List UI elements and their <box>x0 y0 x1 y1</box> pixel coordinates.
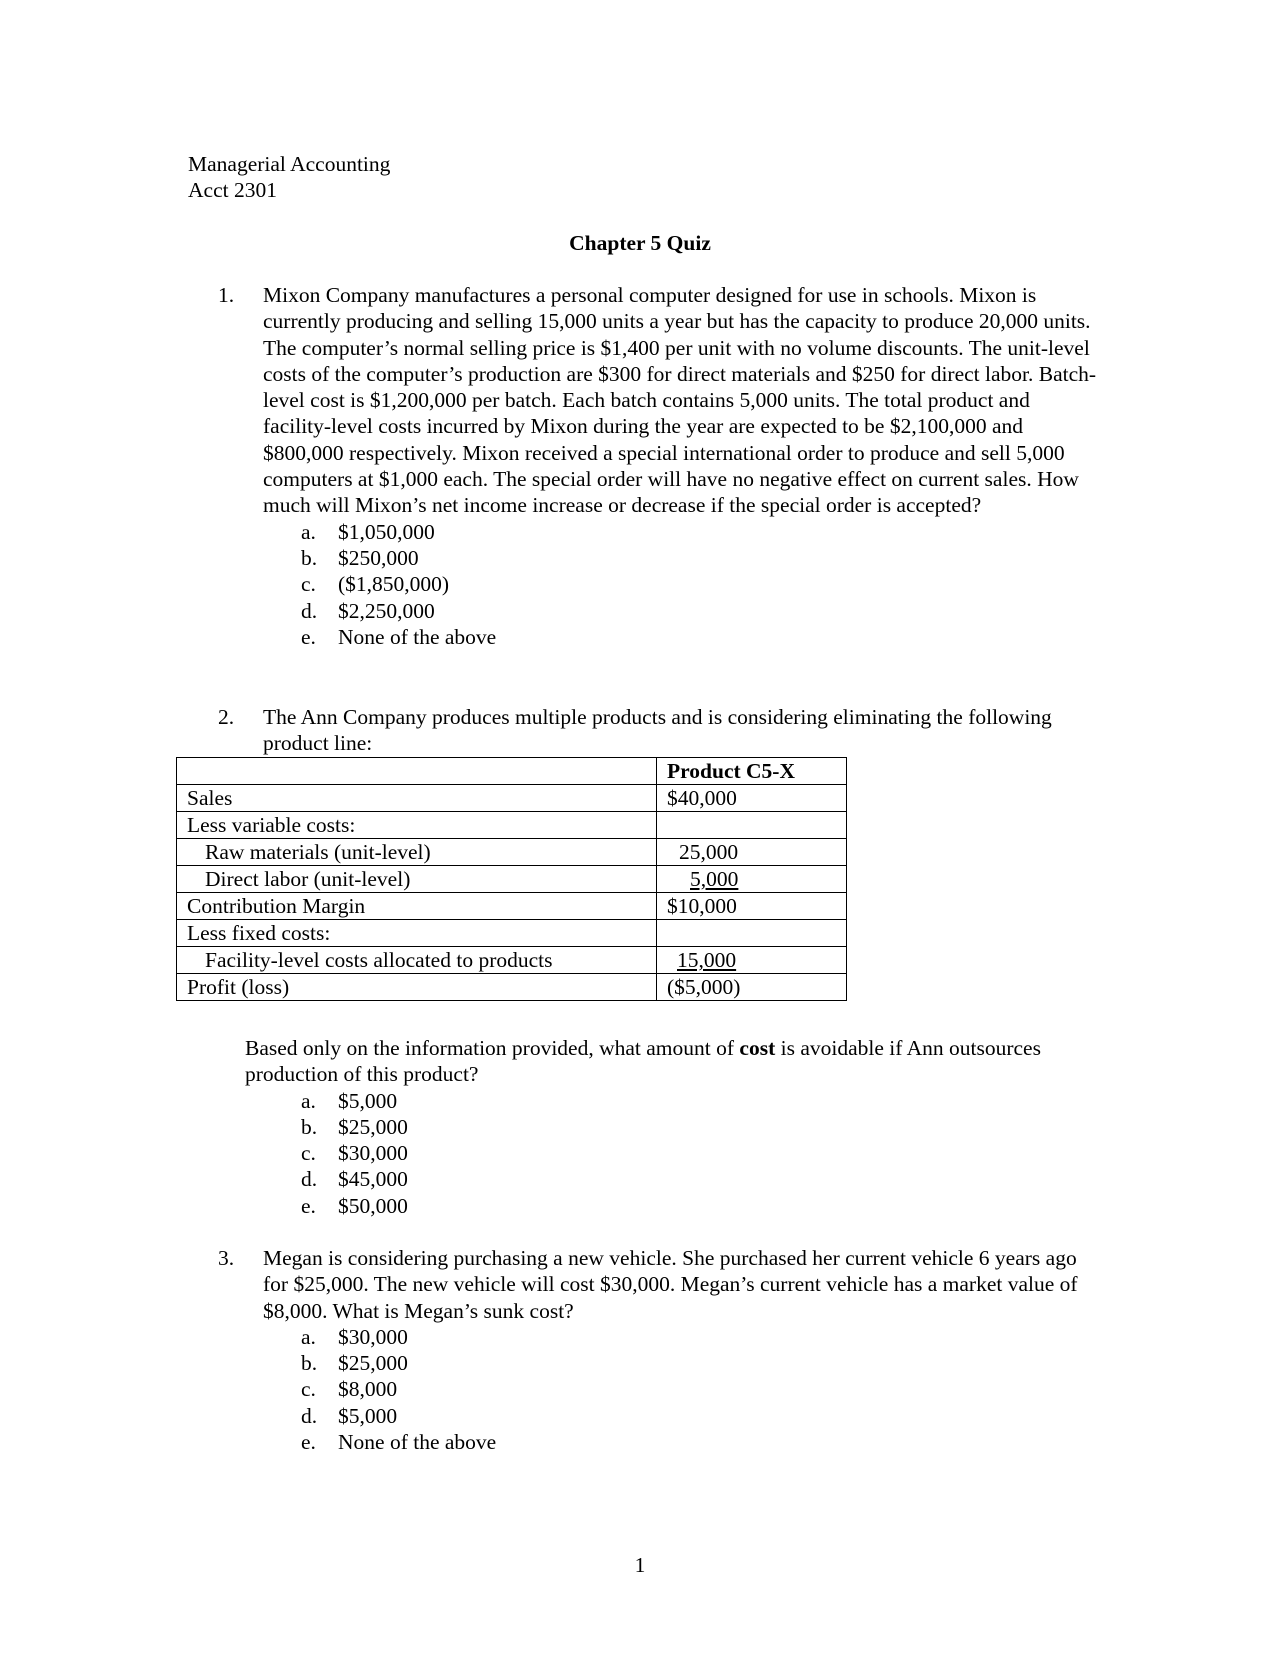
option-text: $5,000 <box>338 1403 398 1428</box>
row-label: Less variable costs: <box>177 812 657 839</box>
option-b <box>218 1350 1098 1376</box>
answer-options <box>245 1088 1065 1219</box>
row-value <box>657 920 847 947</box>
question-3 <box>218 1245 1098 1455</box>
option-letter: c. <box>301 1377 316 1402</box>
row-value: 15,000 <box>677 948 737 972</box>
question-stem: Megan is considering purchasing a new vehicle. She purchased her current vehicle 6 years ago for $25,000. The new vehicle will cost $30,000. Megan’s current vehicle has a market value of $8,000. What is Megan’s sunk cost? <box>263 1246 1078 1323</box>
table-row <box>177 812 847 839</box>
option-text: $2,250,000 <box>338 598 435 623</box>
option-e <box>218 624 1098 650</box>
option-text: $250,000 <box>338 545 419 570</box>
prompt-text: Based only on the information provided, what amount of <box>245 1036 740 1060</box>
table-row <box>177 893 847 920</box>
product-column-header: Product C5-X <box>657 758 847 785</box>
row-value <box>657 812 847 839</box>
option-text: $45,000 <box>338 1167 408 1192</box>
table-row <box>177 839 847 866</box>
option-letter: a. <box>301 1088 316 1113</box>
option-e <box>245 1193 1065 1219</box>
table-row <box>177 785 847 812</box>
option-letter: d. <box>301 598 318 623</box>
course-name: Managerial Accounting <box>188 152 391 176</box>
option-d <box>218 1403 1098 1429</box>
question-prompt <box>245 1035 1065 1088</box>
option-letter: a. <box>301 1324 316 1349</box>
option-text: $25,000 <box>338 1114 408 1139</box>
option-letter: e. <box>301 1430 316 1455</box>
product-line-table <box>176 757 847 1001</box>
question-stem: The Ann Company produces multiple products and is considering eliminating the following product line: <box>263 705 1052 756</box>
option-b <box>218 545 1098 571</box>
option-text: $50,000 <box>338 1193 408 1218</box>
option-letter: b. <box>301 1114 318 1139</box>
option-text: $30,000 <box>338 1141 408 1166</box>
option-a <box>218 1324 1098 1350</box>
table-row <box>177 974 847 1001</box>
option-c <box>218 571 1098 597</box>
row-value: 25,000 <box>657 839 847 866</box>
row-value: 5,000 <box>690 867 739 891</box>
row-value: $10,000 <box>657 893 847 920</box>
option-text: ($1,850,000) <box>338 572 450 597</box>
option-letter: c. <box>301 572 316 597</box>
option-c <box>218 1376 1098 1402</box>
question-2-prompt-block <box>245 1035 1065 1219</box>
option-letter: e. <box>301 624 316 649</box>
row-value: $40,000 <box>657 785 847 812</box>
course-code: Acct 2301 <box>188 178 277 203</box>
table-cell <box>177 758 657 785</box>
table-row <box>177 920 847 947</box>
answer-options <box>218 1324 1098 1455</box>
row-label: Direct labor (unit-level) <box>177 866 657 893</box>
question-1 <box>218 282 1098 650</box>
row-value-cell <box>657 866 847 893</box>
question-2 <box>218 704 1098 757</box>
option-d <box>218 598 1098 624</box>
option-text: $30,000 <box>338 1324 408 1349</box>
row-label: Less fixed costs: <box>177 920 657 947</box>
option-letter: c. <box>301 1141 316 1166</box>
row-label: Sales <box>177 785 657 812</box>
table-row <box>177 947 847 974</box>
row-label: Raw materials (unit-level) <box>177 839 657 866</box>
option-text: None of the above <box>338 624 497 649</box>
prompt-emphasis: cost <box>739 1036 776 1060</box>
option-d <box>245 1166 1065 1192</box>
row-label: Profit (loss) <box>177 974 657 1001</box>
option-letter: b. <box>301 1351 318 1376</box>
table-row <box>177 866 847 893</box>
option-a <box>245 1088 1065 1114</box>
option-text: $1,050,000 <box>338 519 435 544</box>
option-letter: a. <box>301 519 316 544</box>
prompt-text: is avoidable if Ann outsources production of this product? <box>245 1036 1041 1087</box>
option-letter: e. <box>301 1193 316 1218</box>
option-e <box>218 1429 1098 1455</box>
row-label: Contribution Margin <box>177 893 657 920</box>
option-letter: b. <box>301 545 318 570</box>
option-b <box>245 1114 1065 1140</box>
answer-options <box>218 519 1098 650</box>
option-letter: d. <box>301 1167 318 1192</box>
option-text: $5,000 <box>338 1088 398 1113</box>
row-value: ($5,000) <box>657 974 847 1001</box>
page-number: 1 <box>634 1553 646 1577</box>
document-header <box>188 151 390 204</box>
question-number: 3. <box>218 1246 235 1270</box>
option-text: $25,000 <box>338 1351 408 1376</box>
row-label: Facility-level costs allocated to products <box>177 947 657 974</box>
option-letter: d. <box>301 1403 318 1428</box>
option-text: $8,000 <box>338 1377 398 1402</box>
row-value-cell <box>657 947 847 974</box>
option-c <box>245 1140 1065 1166</box>
option-text: None of the above <box>338 1430 497 1455</box>
option-a <box>218 519 1098 545</box>
question-number: 1. <box>218 283 235 307</box>
table-header-row <box>177 758 847 785</box>
question-stem: Mixon Company manufactures a personal computer designed for use in schools. Mixon is currently producing and selling 15,000 units a year but has the capacity to produce 20,000 units. The computer’s normal selling price is $1,400 per unit with no volume discounts. The unit-level costs of the computer’s production are $300 for direct materials and $250 for direct labor. Batch-level cost is $1,200,000 per batch. Each batch contains 5,000 units. The total product and facility-level costs incurred by Mixon during the year are expected to be $2,100,000 and $800,000 respectively. Mixon received a special international order to produce and sell 5,000 computers at $1,000 each. The special order will have no negative effect on current sales. How much will Mixon’s net income increase or decrease if the special order is accepted? <box>263 283 1097 518</box>
page-title: Chapter 5 Quiz <box>569 231 711 255</box>
question-number: 2. <box>218 705 235 729</box>
